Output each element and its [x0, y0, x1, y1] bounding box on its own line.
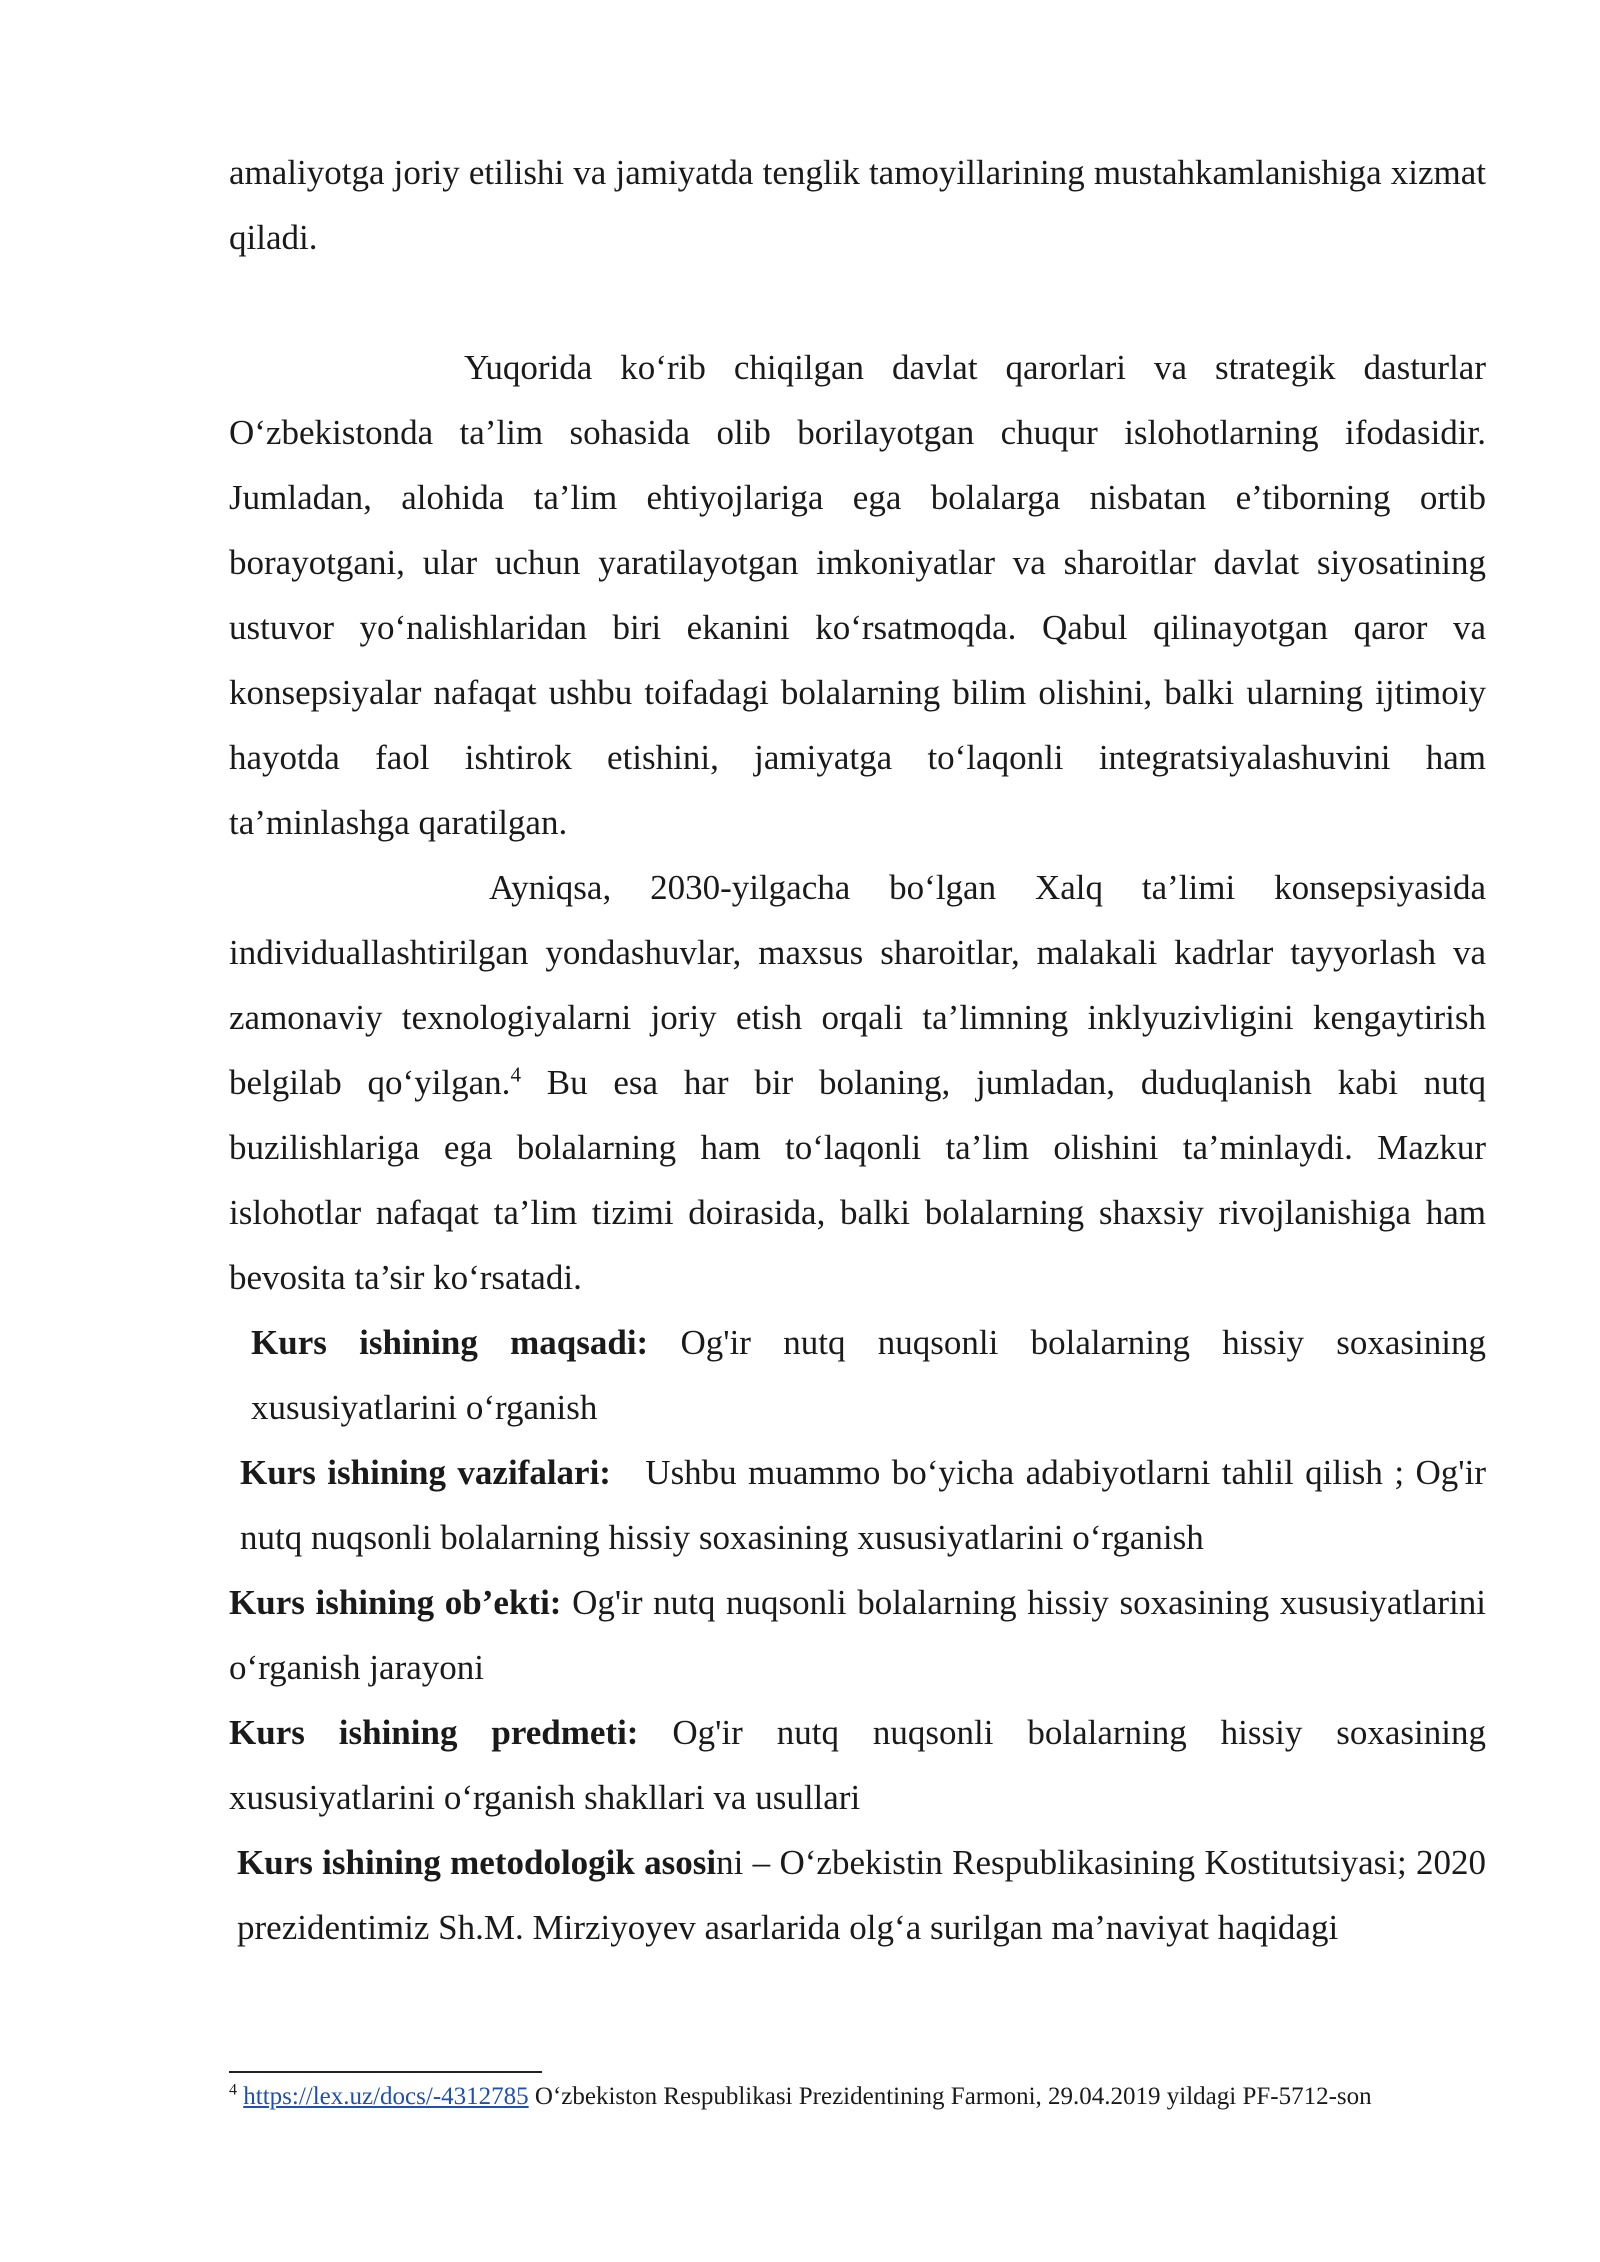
- course-methodology-text: ni – O‘zbekistin Respublikasining Kostitutsiyasi; 2020 prezidentimiz Sh.M. Mirziyoyev asarlarida olg‘a surilgan ma’naviyat haqidagi: [237, 1843, 1486, 1947]
- course-object-label: Kurs ishining ob’ekti:: [229, 1583, 562, 1622]
- paragraph-continuation: amaliyotga joriy etilishi va jamiyatda tenglik tamoyillarining mustahkamlanishiga xizmat qiladi.: [229, 153, 1486, 257]
- course-tasks-text: Ushbu muammo bo‘yicha adabiyotlarni tahlil qilish ; Og'ir nutq nuqsonli bolalarning hissiy soxasining xususiyatlarini o‘rganish: [240, 1453, 1495, 1557]
- course-goal-text: Og'ir nutq nuqsonli bolalarning hissiy soxasining xususiyatlarini o‘rganish: [251, 1323, 1486, 1427]
- footnote-number: 4: [229, 2081, 237, 2099]
- course-object-text: Og'ir nutq nuqsonli bolalarning hissiy soxasining xususiyatlarini o‘rganish jarayoni: [229, 1583, 1486, 1687]
- document-body: [229, 140, 1495, 1960]
- course-object: [229, 1570, 1486, 1700]
- paragraph-gap: [229, 270, 1486, 335]
- paragraph-concept-text: Ayniqsa, 2030-yilgacha bo‘lgan Xalq ta’limi konsepsiyasida individuallashtirilgan yondashuvlar, maxsus sharoitlar, malakali kadrlar tayyorlash va zamonaviy texnologiyalarni joriy etish orqali ta’limning inklyuzivligini kengaytirish belgilab qo‘yilgan.: [229, 868, 1486, 1102]
- footnote-link[interactable]: https://lex.uz/docs/-4312785: [243, 2083, 529, 2110]
- course-tasks-label: Kurs ishining vazifalari:: [240, 1453, 611, 1492]
- course-tasks: [229, 1440, 1495, 1570]
- paragraph-reforms: Yuqorida ko‘rib chiqilgan davlat qarorlari va strategik dasturlar O‘zbekistonda ta’lim sohasida olib borilayotgan chuqur islohotlarning ifodasidir. Jumladan, alohida ta’lim ehtiyojlariga ega bolalarga nisbatan e’tiborning ortib borayotgani, ular uchun yaratilayotgan imkoniyatlar va sharoitlar davlat siyosatining ustuvor yo‘nalishlaridan biri ekanini ko‘rsatmoqda. Qabul qilinayotgan qaror va konsepsiyalar nafaqat ushbu toifadagi bolalarning bilim olishini, balki ularning ijtimoiy hayotda faol ishtirok etishini, jamiyatga to‘laqonli integratsiyalashuvini ham ta’minlashga qaratilgan.: [229, 348, 1486, 842]
- paragraph-concept-continuation: Bu esa har bir bolaning, jumladan, duduqlanish kabi nutq buzilishlariga ega bolalarning ham to‘laqonli ta’lim olishini ta’minlaydi. Mazkur islohotlar nafaqat ta’lim tizimi doirasida, balki bolalarning shaxsiy rivojlanishiga ham bevosita ta’sir ko‘rsatadi.: [229, 1063, 1486, 1297]
- course-goal-label: Kurs ishining maqsadi:: [251, 1323, 649, 1362]
- course-methodology: [229, 1830, 1486, 1960]
- course-subject-label: Kurs ishining predmeti:: [229, 1713, 639, 1752]
- course-subject-text: Og'ir nutq nuqsonli bolalarning hissiy soxasining xususiyatlarini o‘rganish shakllari va usullari: [229, 1713, 1486, 1817]
- course-goal: [229, 1310, 1486, 1440]
- footnote-separator: [229, 2071, 542, 2073]
- footnote-text: O‘zbekiston Respublikasi Prezidentining Farmoni, 29.04.2019 yildagi PF-5712-son: [528, 2083, 1372, 2110]
- paragraph-concept-2030: [229, 855, 1486, 1310]
- footnote: [229, 2080, 1529, 2114]
- course-methodology-label: Kurs ishining metodologik asosi: [237, 1843, 717, 1882]
- course-subject: [229, 1700, 1486, 1830]
- footnote-reference[interactable]: 4: [510, 1062, 521, 1087]
